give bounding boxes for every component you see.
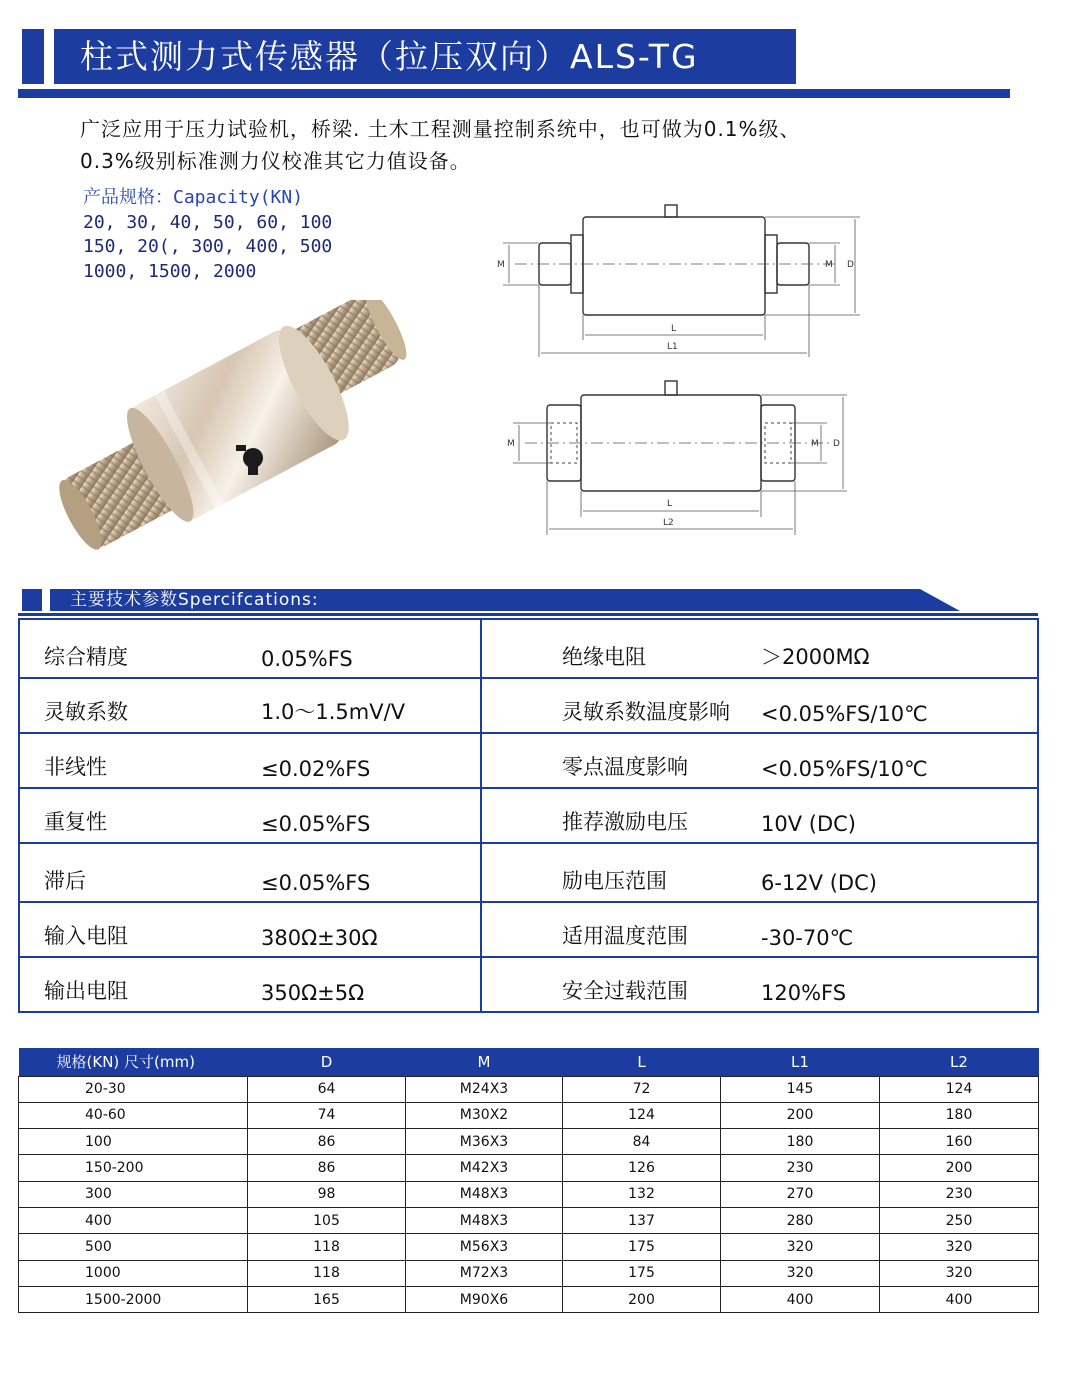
drawing-bottom-m-left: M <box>507 439 515 449</box>
table-row <box>19 1102 1039 1128</box>
dim-cell-l1: 320 <box>721 1260 880 1286</box>
dim-cell-l1: 280 <box>721 1207 880 1233</box>
dim-cell-spec: 500 <box>19 1234 248 1260</box>
dim-cell-l2: 180 <box>880 1102 1039 1128</box>
dimension-table <box>18 1048 1039 1313</box>
title-accent-bar <box>22 29 44 84</box>
spec-table <box>18 618 1039 1013</box>
spec-value-left: ≤0.05%FS <box>237 788 481 843</box>
capacity-label: 产品规格：Capacity(KN) <box>83 187 304 208</box>
spec-value-right: ＞2000MΩ <box>751 619 1038 678</box>
dim-cell-spec: 400 <box>19 1207 248 1233</box>
dim-cell-l: 72 <box>563 1076 721 1102</box>
dim-cell-l: 137 <box>563 1207 721 1233</box>
dim-header-l2: L2 <box>880 1048 1039 1076</box>
dim-cell-l: 175 <box>563 1260 721 1286</box>
intro-text <box>80 113 980 177</box>
dim-cell-l1: 180 <box>721 1129 880 1155</box>
spec-name-right: 推荐激励电压 <box>481 788 751 843</box>
dim-cell-l: 126 <box>563 1155 721 1181</box>
table-row <box>19 1207 1039 1233</box>
dim-cell-spec: 20-30 <box>19 1076 248 1102</box>
dim-cell-m: M30X2 <box>406 1102 563 1128</box>
dim-header-spec: 规格(KN) 尺寸(mm) <box>19 1048 248 1076</box>
intro-line-1: 广泛应用于压力试验机，桥梁. 土木工程测量控制系统中，也可做为0.1%级、 <box>80 117 801 141</box>
dim-cell-l: 200 <box>563 1286 721 1312</box>
spec-row <box>19 619 1038 678</box>
spec-name-left: 综合精度 <box>19 619 237 678</box>
dim-cell-spec: 300 <box>19 1181 248 1207</box>
table-row <box>19 1181 1039 1207</box>
dim-cell-l2: 200 <box>880 1155 1039 1181</box>
table-row <box>19 1286 1039 1312</box>
spec-value-left: 0.05%FS <box>237 619 481 678</box>
dim-cell-d: 74 <box>248 1102 406 1128</box>
dim-cell-spec: 150-200 <box>19 1155 248 1181</box>
dim-cell-l: 124 <box>563 1102 721 1128</box>
spec-header-rule <box>18 613 1038 616</box>
spec-header-accent <box>22 589 42 611</box>
dim-cell-spec: 1000 <box>19 1260 248 1286</box>
table-row <box>19 1076 1039 1102</box>
outline-drawing-top <box>495 195 875 370</box>
dim-cell-m: M56X3 <box>406 1234 563 1260</box>
spec-name-left: 输出电阻 <box>44 979 128 1003</box>
spec-value-right: 10V (DC) <box>751 788 1038 843</box>
dim-cell-spec: 40-60 <box>19 1102 248 1128</box>
table-row <box>19 1234 1039 1260</box>
capacity-line-2: 150, 20(, 300, 400, 500 <box>83 236 333 257</box>
dim-cell-d: 118 <box>248 1260 406 1286</box>
dim-cell-l2: 160 <box>880 1129 1039 1155</box>
spec-name-right: 励电压范围 <box>481 843 751 902</box>
dim-cell-l1: 230 <box>721 1155 880 1181</box>
dim-header-l1: L1 <box>721 1048 880 1076</box>
dim-cell-d: 86 <box>248 1129 406 1155</box>
dim-cell-l2: 320 <box>880 1260 1039 1286</box>
drawing-top-m-right: M <box>825 260 833 270</box>
spec-row <box>19 678 1038 733</box>
dimension-table-header <box>19 1048 1039 1076</box>
spec-name-left: 灵敏系数 <box>19 678 237 733</box>
dim-cell-d: 118 <box>248 1234 406 1260</box>
spec-value-right: <0.05%FS/10℃ <box>751 733 1038 788</box>
drawing-bottom-l2: L2 <box>663 518 674 528</box>
spec-name-left: 滞后 <box>19 843 237 902</box>
dim-cell-m: M72X3 <box>406 1260 563 1286</box>
spec-name-right: 安全过载范围 <box>562 979 688 1003</box>
spec-header-label: 主要技术参数Spercifcations: <box>70 590 319 610</box>
table-row <box>19 1260 1039 1286</box>
drawing-top-m-left: M <box>497 260 505 270</box>
dim-cell-l2: 400 <box>880 1286 1039 1312</box>
spec-value-right: 6-12V (DC) <box>751 843 1038 902</box>
spec-name-right: 绝缘电阻 <box>481 619 751 678</box>
spec-row <box>19 843 1038 902</box>
dim-cell-l1: 400 <box>721 1286 880 1312</box>
spec-value-right: <0.05%FS/10℃ <box>751 678 1038 733</box>
dim-cell-m: M42X3 <box>406 1155 563 1181</box>
dim-cell-d: 105 <box>248 1207 406 1233</box>
table-row <box>19 1155 1039 1181</box>
dim-header-l: L <box>563 1048 721 1076</box>
dim-cell-l1: 320 <box>721 1234 880 1260</box>
dim-cell-l1: 270 <box>721 1181 880 1207</box>
dim-cell-d: 165 <box>248 1286 406 1312</box>
spec-value-right: 120%FS <box>761 981 847 1005</box>
spec-value-right: -30-70℃ <box>751 902 1038 957</box>
dim-cell-d: 64 <box>248 1076 406 1102</box>
spec-value-left: ≤0.02%FS <box>237 733 481 788</box>
capacity-line-3: 1000, 1500, 2000 <box>83 260 257 282</box>
dim-cell-m: M24X3 <box>406 1076 563 1102</box>
spec-name-right: 适用温度范围 <box>481 902 751 957</box>
dim-cell-d: 86 <box>248 1155 406 1181</box>
spec-row <box>19 788 1038 843</box>
dim-cell-spec: 100 <box>19 1129 248 1155</box>
drawing-top-d: D <box>847 260 854 270</box>
spec-name-right: 零点温度影响 <box>481 733 751 788</box>
dim-cell-l2: 230 <box>880 1181 1039 1207</box>
dim-cell-l1: 200 <box>721 1102 880 1128</box>
dim-cell-m: M48X3 <box>406 1207 563 1233</box>
dim-cell-l2: 250 <box>880 1207 1039 1233</box>
dim-cell-l: 175 <box>563 1234 721 1260</box>
spec-header <box>50 589 960 611</box>
dim-cell-m: M36X3 <box>406 1129 563 1155</box>
spec-row <box>19 957 1038 1012</box>
dim-cell-spec: 1500-2000 <box>19 1286 248 1312</box>
sensor-photo <box>58 300 428 550</box>
table-row <box>19 1129 1039 1155</box>
spec-row <box>19 902 1038 957</box>
dim-cell-l1: 145 <box>721 1076 880 1102</box>
intro-line-2: 0.3%级别标准测力仪校准其它力值设备。 <box>80 149 471 173</box>
dim-cell-m: M48X3 <box>406 1181 563 1207</box>
spec-value-left: 350Ω±5Ω <box>237 957 481 1012</box>
page-title: 柱式测力式传感器（拉压双向）ALS-TG <box>54 29 796 84</box>
spec-value-left: 1.0～1.5mV/V <box>237 678 481 733</box>
dim-header-d: D <box>248 1048 406 1076</box>
dim-cell-l2: 124 <box>880 1076 1039 1102</box>
capacity-line-1: 20, 30, 40, 50, 60, 100 <box>83 211 333 233</box>
dim-cell-m: M90X6 <box>406 1286 563 1312</box>
capacity-block <box>83 186 332 284</box>
title-rule <box>18 89 1010 98</box>
outline-drawing-bottom <box>505 375 865 540</box>
dim-cell-l2: 320 <box>880 1234 1039 1260</box>
spec-name-left: 非线性 <box>19 733 237 788</box>
drawing-top-l: L <box>671 324 677 334</box>
spec-name-left: 输入电阻 <box>19 902 237 957</box>
drawing-bottom-m-right: M <box>811 439 819 449</box>
dim-cell-l: 84 <box>563 1129 721 1155</box>
dim-cell-l: 132 <box>563 1181 721 1207</box>
spec-value-left: ≤0.05%FS <box>237 843 481 902</box>
spec-row <box>19 733 1038 788</box>
dim-cell-d: 98 <box>248 1181 406 1207</box>
drawing-bottom-d: D <box>833 439 840 449</box>
spec-name-right: 灵敏系数温度影响 <box>481 678 751 733</box>
drawing-top-l1: L1 <box>667 342 678 352</box>
drawing-bottom-l: L <box>667 499 673 509</box>
spec-value-left: 380Ω±30Ω <box>237 902 481 957</box>
dim-header-m: M <box>406 1048 563 1076</box>
spec-name-left: 重复性 <box>19 788 237 843</box>
